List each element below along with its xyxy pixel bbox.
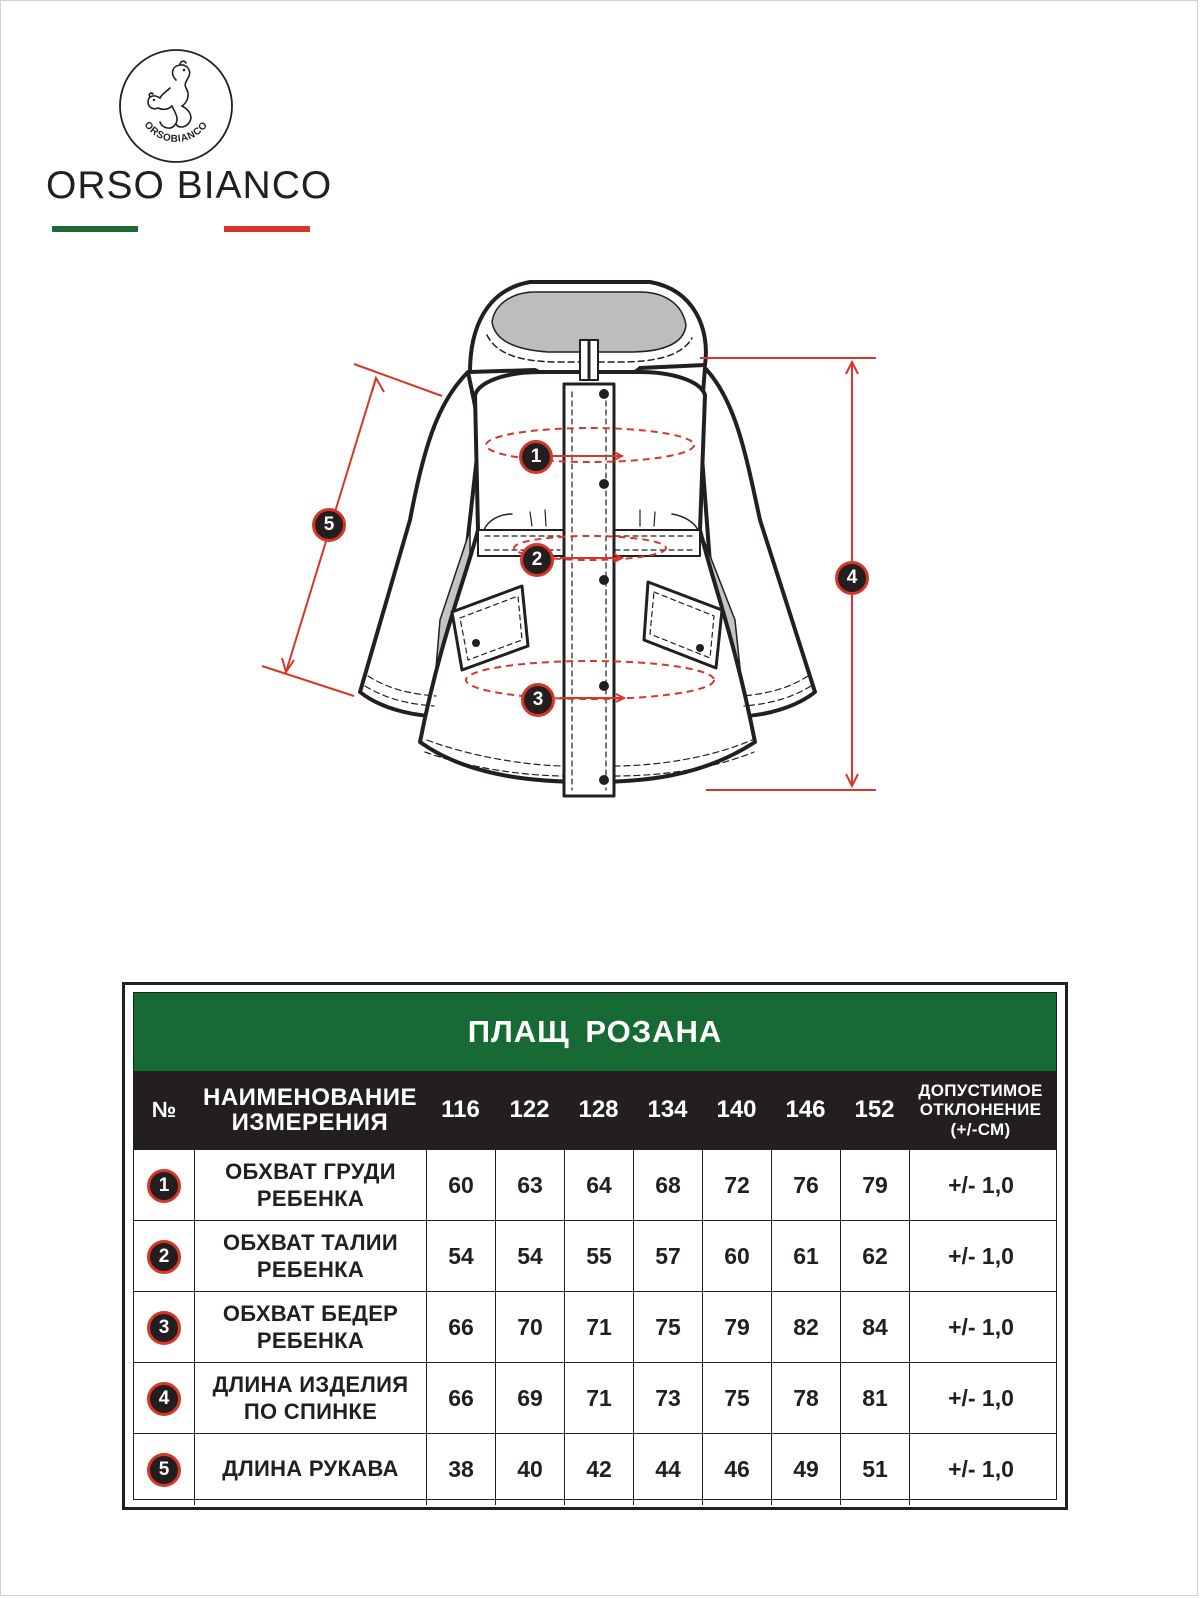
- size-value-cell: 63: [495, 1150, 564, 1221]
- size-value-cell: 60: [702, 1221, 771, 1292]
- size-value-cell: 84: [840, 1292, 909, 1363]
- size-table-inner: [133, 992, 1057, 1500]
- row-number-marker: 2: [147, 1240, 181, 1274]
- table-row: [134, 1433, 1056, 1505]
- diagram-marker-2: 2: [520, 543, 554, 577]
- size-value-cell: 70: [495, 1292, 564, 1363]
- header-size-152: 152: [854, 1096, 895, 1124]
- tolerance-cell: +/- 1,0: [909, 1221, 1052, 1292]
- measurement-name: ОБХВАТ БЕДЕР РЕБЕНКА: [194, 1292, 426, 1363]
- brand-name: ORSO BIANCO: [46, 164, 333, 207]
- header-number: №: [151, 1097, 177, 1123]
- row-number-marker: 3: [147, 1311, 181, 1345]
- size-value-cell: 55: [564, 1221, 633, 1292]
- row-number-cell: [134, 1221, 194, 1292]
- header-size-146: 146: [785, 1096, 826, 1124]
- row-number-cell: [134, 1363, 194, 1434]
- header-tolerance-line3: (+/-СМ): [950, 1119, 1011, 1139]
- header-measurement-name: НАИМЕНОВАНИЕ ИЗМЕРЕНИЯ: [203, 1083, 417, 1136]
- tolerance-cell: +/- 1,0: [909, 1434, 1052, 1505]
- size-value-cell: 54: [495, 1221, 564, 1292]
- measurement-name: ОБХВАТ ТАЛИИ РЕБЕНКА: [194, 1221, 426, 1292]
- size-value-cell: 71: [564, 1363, 633, 1434]
- size-value-cell: 82: [771, 1292, 840, 1363]
- size-value-cell: 81: [840, 1363, 909, 1434]
- green-stripe: [52, 226, 138, 232]
- header-tolerance-line2: ОТКЛОНЕНИЕ: [919, 1100, 1042, 1120]
- size-value-cell: 44: [633, 1434, 702, 1505]
- row-number-cell: [134, 1434, 194, 1505]
- diagram-marker-4: 4: [835, 561, 869, 595]
- row-number-marker: 5: [147, 1453, 181, 1487]
- header-tolerance: [909, 1071, 1052, 1149]
- diagram-marker-1: 1: [519, 440, 553, 474]
- size-value-cell: 46: [702, 1434, 771, 1505]
- header-tolerance-line1: ДОПУСТИМОЕ: [918, 1080, 1043, 1100]
- size-value-cell: 40: [495, 1434, 564, 1505]
- tolerance-cell: +/- 1,0: [909, 1150, 1052, 1221]
- bear-emblem-logo: [118, 48, 234, 164]
- size-value-cell: 75: [633, 1292, 702, 1363]
- size-value-cell: 42: [564, 1434, 633, 1505]
- table-header-row: [134, 1071, 1056, 1149]
- row-number-cell: [134, 1150, 194, 1221]
- row-number-cell: [134, 1292, 194, 1363]
- size-value-cell: 73: [633, 1363, 702, 1434]
- raincoat-drawing: [240, 270, 920, 830]
- size-value-cell: 66: [426, 1292, 495, 1363]
- tolerance-cell: +/- 1,0: [909, 1292, 1052, 1363]
- emblem-text: ORSOBIANCO: [141, 119, 211, 145]
- size-value-cell: 57: [633, 1221, 702, 1292]
- table-row: [134, 1149, 1056, 1221]
- measurement-name: ДЛИНА ИЗДЕЛИЯ ПО СПИНКЕ: [194, 1363, 426, 1434]
- row-number-marker: 4: [147, 1382, 181, 1416]
- table-row: [134, 1291, 1056, 1363]
- size-value-cell: 64: [564, 1150, 633, 1221]
- tolerance-cell: +/- 1,0: [909, 1363, 1052, 1434]
- size-value-cell: 54: [426, 1221, 495, 1292]
- header-size-134: 134: [647, 1096, 688, 1124]
- size-value-cell: 79: [840, 1150, 909, 1221]
- diagram-marker-5: 5: [312, 508, 346, 542]
- size-value-cell: 72: [702, 1150, 771, 1221]
- header-size-116: 116: [441, 1096, 480, 1124]
- diagram-marker-3: 3: [521, 683, 555, 717]
- header-size-122: 122: [509, 1096, 550, 1124]
- size-value-cell: 60: [426, 1150, 495, 1221]
- header-size-128: 128: [578, 1096, 619, 1124]
- header-size-140: 140: [716, 1096, 757, 1124]
- size-value-cell: 78: [771, 1363, 840, 1434]
- size-value-cell: 75: [702, 1363, 771, 1434]
- size-value-cell: 76: [771, 1150, 840, 1221]
- table-row: [134, 1220, 1056, 1292]
- size-value-cell: 66: [426, 1363, 495, 1434]
- size-value-cell: 71: [564, 1292, 633, 1363]
- red-stripe: [224, 226, 310, 232]
- size-value-cell: 49: [771, 1434, 840, 1505]
- measurement-name: ОБХВАТ ГРУДИ РЕБЕНКА: [194, 1150, 426, 1221]
- row-number-marker: 1: [147, 1169, 181, 1203]
- size-value-cell: 79: [702, 1292, 771, 1363]
- size-value-cell: 38: [426, 1434, 495, 1505]
- size-table: [122, 982, 1068, 1510]
- size-value-cell: 61: [771, 1221, 840, 1292]
- table-row: [134, 1362, 1056, 1434]
- size-value-cell: 62: [840, 1221, 909, 1292]
- measurement-name: ДЛИНА РУКАВА: [194, 1434, 426, 1505]
- size-value-cell: 68: [633, 1150, 702, 1221]
- size-value-cell: 51: [840, 1434, 909, 1505]
- size-value-cell: 69: [495, 1363, 564, 1434]
- table-title: ПЛАЩ РОЗАНА: [134, 993, 1056, 1071]
